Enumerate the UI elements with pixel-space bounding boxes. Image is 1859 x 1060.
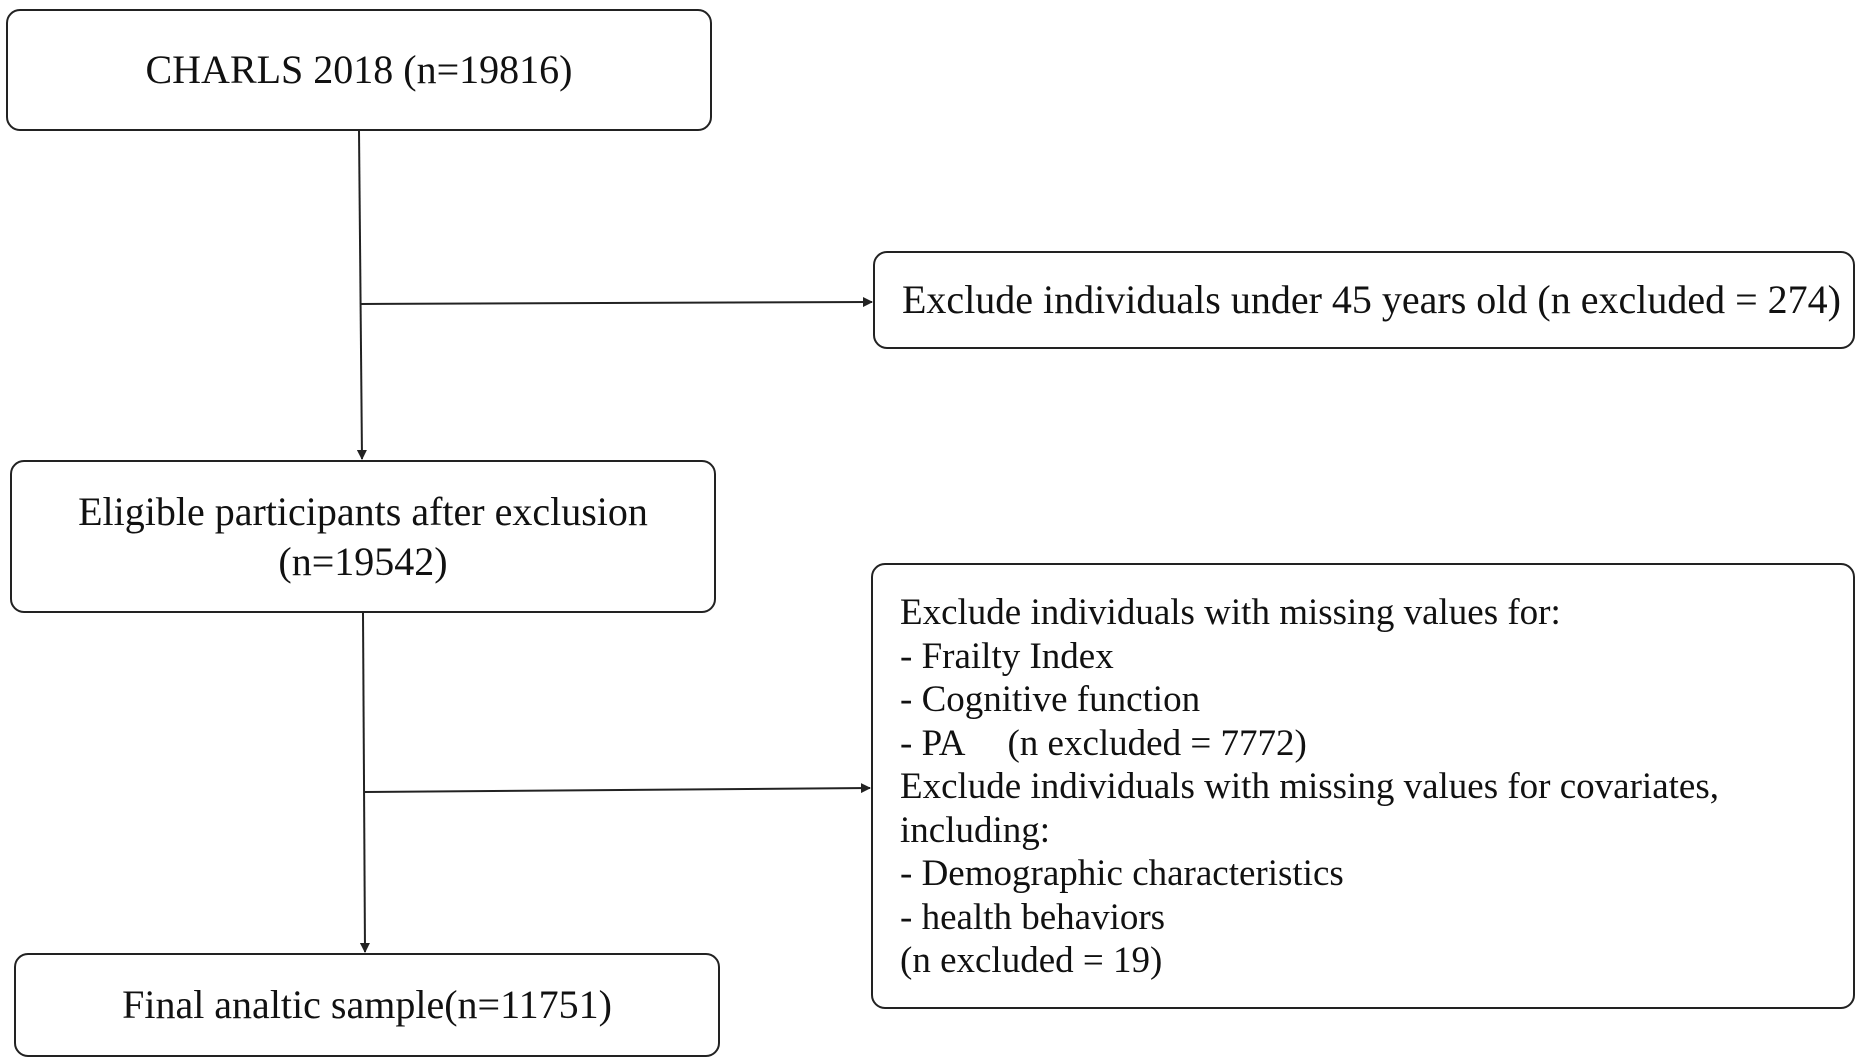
arrow-to-exclusion-age	[360, 302, 872, 304]
source-box	[6, 9, 712, 131]
final-box	[14, 953, 720, 1057]
arrow-source-to-eligible	[359, 131, 362, 459]
exclusion-missing-box	[871, 563, 1855, 1009]
exclusion-missing-line: - health behaviors	[900, 896, 1166, 938]
exclusion-missing-pa-count: (n excluded = 7772)	[1007, 722, 1307, 764]
exclusion-missing-line: Exclude individuals with missing values for covariates,	[900, 766, 1719, 807]
final-box-label: Final analtic sample(n=11751)	[122, 982, 612, 1027]
eligible-box	[10, 460, 716, 613]
arrow-eligible-to-final	[363, 613, 365, 952]
exclusion-missing-line: including:	[900, 809, 1051, 851]
exclusion-missing-line: - Demographic characteristics	[900, 853, 1344, 894]
exclusion-missing-line: - PA	[900, 722, 966, 764]
arrow-to-exclusion-missing	[364, 788, 870, 792]
exclusion-missing-pa-row	[900, 722, 1853, 766]
eligible-box-line1: Eligible participants after exclusion	[78, 488, 648, 534]
exclusion-missing-line: - Cognitive function	[900, 679, 1201, 720]
exclusion-age-label: Exclude individuals under 45 years old (n excluded = 274)	[902, 277, 1841, 322]
eligible-box-line2: (n=19542)	[278, 538, 448, 584]
source-box-label: CHARLS 2018 (n=19816)	[145, 47, 573, 92]
exclusion-missing-line: (n excluded = 19)	[900, 940, 1163, 981]
exclusion-missing-line: Exclude individuals with missing values for:	[900, 592, 1561, 633]
exclusion-age-box	[873, 251, 1855, 349]
exclusion-missing-line: - Frailty Index	[900, 635, 1114, 677]
